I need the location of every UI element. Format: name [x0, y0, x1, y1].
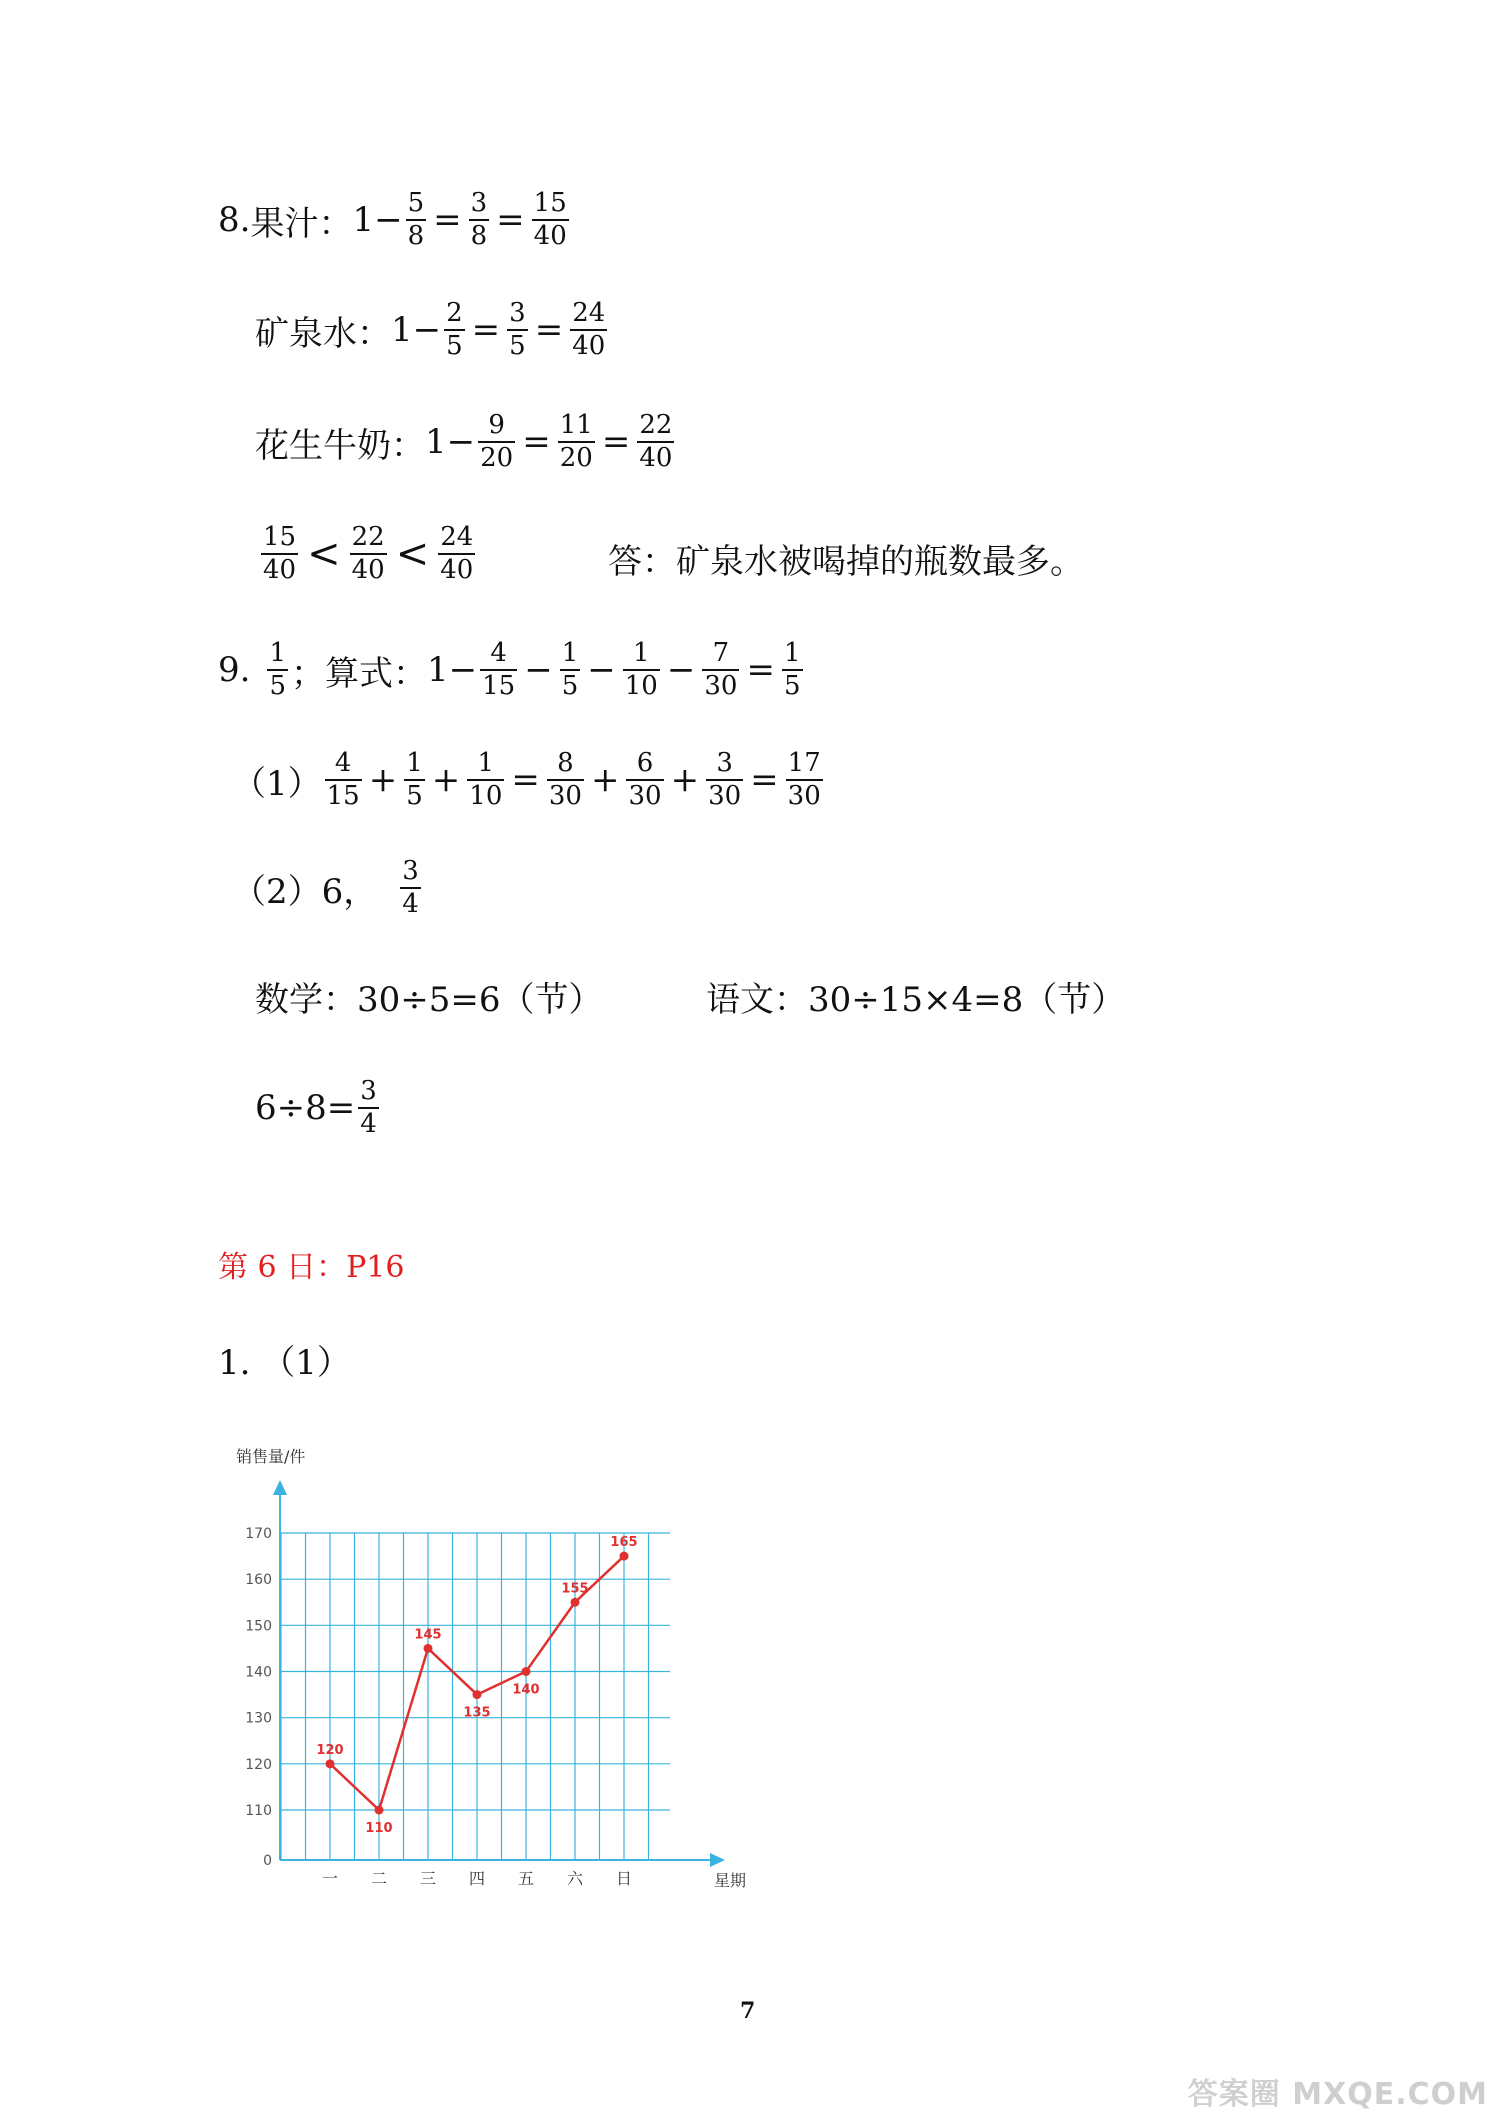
q8-answer: 答：矿泉水被喝掉的瓶数最多。 — [608, 542, 1084, 582]
q8-juice-line: 8. 果汁： 1− $\frac{5}{8}$ = $\frac{3}{8}$ = $\frac{15}{40}$ — [218, 188, 567, 252]
fraction: $\frac{3}{4}$ — [402, 856, 419, 920]
q9-sub1-line: （1） $\frac{4}{15}$ + $\frac{1}{5}$ + $\frac{1}{10}$ = $\frac{8}{30}$ + $\frac{6}{30}$ + $\frac{3}{30}$ = $\frac{17}{30}$ — [232, 748, 821, 812]
fraction: $\frac{8}{30}$ — [548, 748, 582, 812]
y-tick-label: 0 — [263, 1853, 272, 1869]
data-label: 145 — [414, 1627, 442, 1643]
y-axis-title: 销售量/件 — [236, 1447, 306, 1466]
fraction: $\frac{9}{20}$ — [480, 410, 514, 474]
fraction: $\frac{5}{8}$ — [407, 188, 425, 252]
expression: 1− — [391, 310, 442, 351]
fraction: $\frac{1}{10}$ — [469, 748, 503, 812]
x-tick-label: 一 — [321, 1869, 339, 1888]
y-tick-labels — [245, 1526, 272, 1869]
y-tick-label: 160 — [245, 1572, 272, 1589]
fraction: $\frac{4}{15}$ — [482, 638, 516, 702]
water-label: 矿泉水： — [255, 313, 391, 354]
x-tick-label: 四 — [468, 1869, 486, 1888]
fraction: $\frac{1}{5}$ — [561, 638, 579, 702]
fraction: $\frac{3}{8}$ — [470, 188, 488, 252]
chart-axes — [273, 1480, 725, 1867]
data-point — [620, 1552, 629, 1561]
y-tick-label: 140 — [245, 1664, 272, 1681]
y-tick-label: 170 — [245, 1526, 272, 1542]
x-tick-labels — [322, 1869, 632, 1888]
x-tick-label: 五 — [517, 1869, 535, 1888]
fraction: $\frac{15}{40}$ — [263, 522, 297, 586]
fraction: $\frac{1}{5}$ — [406, 748, 423, 812]
page-number: 7 — [740, 1998, 756, 2024]
x-tick-label: 三 — [419, 1869, 437, 1888]
data-point — [522, 1667, 531, 1676]
fraction: $\frac{22}{40}$ — [639, 410, 673, 474]
expression: 1− — [425, 422, 476, 463]
sub2-label: （2）6， — [232, 871, 378, 912]
q8-water-line: 矿泉水： 1− $\frac{2}{5}$ = $\frac{3}{5}$ = $\frac{24}{40}$ — [255, 298, 606, 362]
data-point — [571, 1598, 580, 1607]
q1-label: 1. （1） — [218, 1343, 351, 1383]
chinese-calc: 语文：30÷15×4=8（节） — [706, 980, 1126, 1020]
data-label: 135 — [463, 1705, 491, 1721]
data-label: 140 — [512, 1682, 540, 1698]
data-point — [375, 1806, 384, 1815]
x-tick-label: 六 — [566, 1869, 584, 1888]
day6-title: 第 6 日：P16 — [218, 1250, 405, 1285]
x-tick-label: 二 — [370, 1869, 388, 1888]
sub1-label: （1） — [232, 763, 322, 804]
final-prefix: 6÷8= — [255, 1088, 356, 1129]
fraction: $\frac{24}{40}$ — [572, 298, 606, 362]
fraction: $\frac{1}{5}$ — [783, 638, 801, 702]
x-tick-label: 日 — [615, 1869, 633, 1888]
fraction: $\frac{6}{30}$ — [628, 748, 662, 812]
fraction: $\frac{2}{5}$ — [446, 298, 463, 362]
fraction: $\frac{3}{30}$ — [708, 748, 742, 812]
math-calc: 数学：30÷5=6（节） — [255, 980, 603, 1020]
watermark: 答案圈 MXQE.COM — [1187, 2077, 1488, 2112]
data-label: 120 — [316, 1742, 344, 1758]
data-label: 110 — [365, 1821, 393, 1836]
y-tick-label: 130 — [245, 1710, 272, 1727]
fraction: $\frac{24}{40}$ — [440, 522, 474, 586]
q9-number: 9. — [218, 650, 251, 691]
expression: 1− — [427, 650, 478, 691]
q8-compare-line: $\frac{15}{40}$ < $\frac{22}{40}$ < $\frac{24}{40}$ — [263, 522, 474, 586]
juice-label: 果汁： — [250, 203, 353, 244]
y-tick-label: 120 — [245, 1756, 272, 1773]
fraction: $\frac{3}{4}$ — [360, 1076, 377, 1140]
fraction: $\frac{7}{30}$ — [704, 638, 738, 702]
data-label: 155 — [561, 1581, 589, 1597]
data-label: 165 — [610, 1535, 638, 1551]
suanshi-label: ；算式： — [291, 653, 427, 694]
fraction: $\frac{15}{40}$ — [533, 188, 567, 252]
y-tick-label: 110 — [245, 1803, 272, 1819]
y-axis-arrow — [273, 1480, 287, 1495]
fraction: $\frac{4}{15}$ — [326, 748, 360, 812]
y-tick-label: 150 — [245, 1618, 272, 1635]
expression: 1− — [352, 200, 403, 241]
data-point — [473, 1690, 482, 1699]
q8-number: 8. — [218, 200, 251, 241]
x-axis-title: 星期 — [714, 1871, 747, 1890]
x-axis-arrow — [710, 1853, 725, 1867]
fraction: $\frac{22}{40}$ — [351, 522, 385, 586]
sales-line-chart — [200, 1440, 760, 1900]
q9-sub2-line — [232, 858, 424, 919]
fraction: $\frac{3}{5}$ — [509, 298, 526, 362]
data-point — [326, 1759, 335, 1768]
q9-final-line — [255, 1078, 382, 1139]
fraction: $\frac{17}{30}$ — [787, 748, 821, 812]
fraction: $\frac{1}{5}$ — [269, 638, 286, 702]
q9-line: 9. $\frac{1}{5}$ ；算式： 1− $\frac{4}{15}$ − $\frac{1}{5}$ − $\frac{1}{10}$ − $\frac{7}{30}$ = $\frac{1}{5}$ — [218, 638, 801, 702]
fraction: $\frac{1}{10}$ — [624, 638, 658, 702]
data-point — [424, 1644, 433, 1653]
fraction: $\frac{11}{20}$ — [559, 410, 593, 474]
peanut-label: 花生牛奶： — [255, 425, 425, 466]
q8-peanut-line: 花生牛奶： 1− $\frac{9}{20}$ = $\frac{11}{20}$ = $\frac{22}{40}$ — [255, 410, 673, 474]
